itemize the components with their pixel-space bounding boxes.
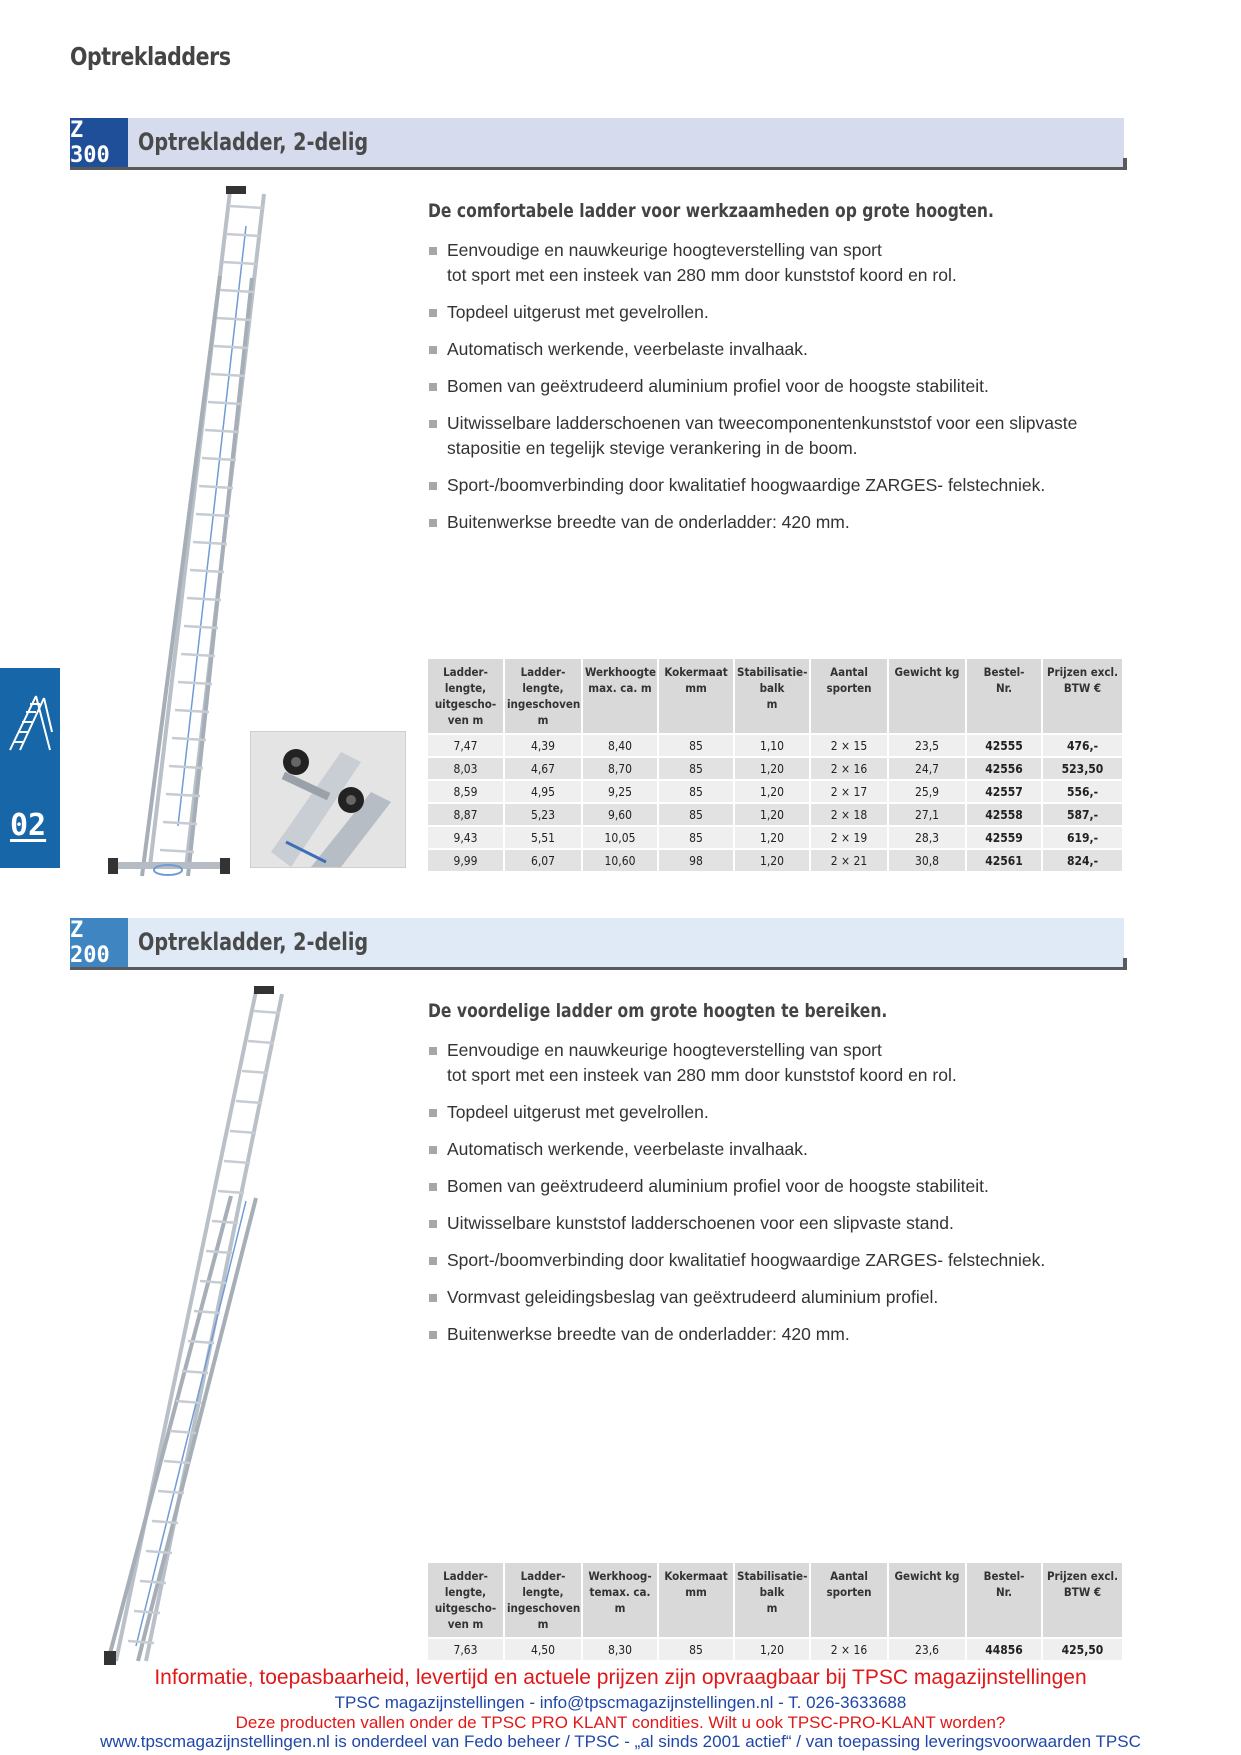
order-number: 42561 (966, 849, 1042, 871)
feature-list-z300 (428, 238, 1118, 547)
table-cell: 4,39 (504, 734, 582, 757)
table-cell: 2 × 19 (810, 826, 888, 849)
column-header: Gewicht kg (888, 1563, 966, 1638)
column-header: Ladder- lengte, ingeschoven m (504, 659, 582, 734)
section-header-z200 (70, 918, 1124, 970)
table-cell: 85 (658, 803, 734, 826)
column-header: Ladder- lengte, uitgescho- ven m (428, 1563, 504, 1638)
table-row (428, 757, 1123, 780)
table-cell: 5,23 (504, 803, 582, 826)
table-row (428, 826, 1123, 849)
feature-item: Uitwisselbare ladderschoenen van tweecomponentenkunststof voor een slipvaste stapositie en tegelijk stevige verankering in de boom. (428, 411, 1118, 461)
table-cell: 28,3 (888, 826, 966, 849)
column-header: Aantal sporten (810, 659, 888, 734)
feature-item: Automatisch werkende, veerbelaste invalhaak. (428, 1137, 1118, 1162)
table-cell: 30,8 (888, 849, 966, 871)
column-header: Bestel- Nr. (966, 1563, 1042, 1638)
table-cell: 9,99 (428, 849, 504, 871)
feature-item: Buitenwerkse breedte van de onderladder: 420 mm. (428, 510, 1118, 535)
table-cell: 1,20 (734, 803, 810, 826)
feature-item: Buitenwerkse breedte van de onderladder: 420 mm. (428, 1322, 1118, 1347)
spec-table-z300 (428, 659, 1124, 871)
table-cell: 85 (658, 734, 734, 757)
section-title-z300: Optrekladder, 2-delig (138, 128, 369, 156)
column-header: Aantal sporten (810, 1563, 888, 1638)
table-cell: 2 × 18 (810, 803, 888, 826)
table-cell: 1,20 (734, 1638, 810, 1660)
table-cell: 8,87 (428, 803, 504, 826)
order-number: 42557 (966, 780, 1042, 803)
price: 476,- (1042, 734, 1123, 757)
order-number: 44856 (966, 1638, 1042, 1660)
spec-table-z200 (428, 1563, 1124, 1660)
table-cell: 8,03 (428, 757, 504, 780)
table-cell: 9,25 (582, 780, 658, 803)
table-cell: 25,9 (888, 780, 966, 803)
price: 619,- (1042, 826, 1123, 849)
table-row (428, 849, 1123, 871)
table-cell: 5,51 (504, 826, 582, 849)
order-number: 42559 (966, 826, 1042, 849)
detail-photo-rollers (250, 731, 406, 868)
column-header: Kokermaat mm (658, 1563, 734, 1638)
table-cell: 2 × 17 (810, 780, 888, 803)
feature-item: Uitwisselbare kunststof ladderschoenen voor een slipvaste stand. (428, 1211, 1118, 1236)
price: 523,50 (1042, 757, 1123, 780)
feature-item: Bomen van geëxtrudeerd aluminium profiel voor de hoogste stabiliteit. (428, 374, 1118, 399)
feature-item: Eenvoudige en nauwkeurige hoogteverstelling van sport tot sport met een insteek van 280 mm door kunststof koord en rol. (428, 1038, 1118, 1088)
order-number: 42555 (966, 734, 1042, 757)
table-cell: 2 × 15 (810, 734, 888, 757)
table-cell: 10,05 (582, 826, 658, 849)
table-cell: 2 × 16 (810, 1638, 888, 1660)
table-row (428, 780, 1123, 803)
column-header: Kokermaat mm (658, 659, 734, 734)
column-header: Werkhoog- temax. ca. m (582, 1563, 658, 1638)
price: 824,- (1042, 849, 1123, 871)
chapter-number: 02 (10, 808, 47, 843)
feature-list-z200 (428, 1038, 1118, 1359)
chapter-tab (0, 668, 60, 868)
table-cell: 1,20 (734, 826, 810, 849)
column-header: Ladder- lengte, uitgescho- ven m (428, 659, 504, 734)
table-cell: 85 (658, 757, 734, 780)
price: 587,- (1042, 803, 1123, 826)
table-row (428, 803, 1123, 826)
table-cell: 24,7 (888, 757, 966, 780)
column-header: Ladder- lengte, ingeschoven m (504, 1563, 582, 1638)
page-heading: Optrekladders (70, 42, 231, 71)
section-header-z300 (70, 118, 1124, 170)
table-cell: 85 (658, 1638, 734, 1660)
table-cell: 8,70 (582, 757, 658, 780)
table-cell: 23,5 (888, 734, 966, 757)
feature-item: Sport-/boomverbinding door kwalitatief hoogwaardige ZARGES- felstechniek. (428, 1248, 1118, 1273)
table-cell: 1,10 (734, 734, 810, 757)
table-cell: 27,1 (888, 803, 966, 826)
intro-z200: De voordelige ladder om grote hoogten te bereiken. (428, 1000, 888, 1022)
table-cell: 7,63 (428, 1638, 504, 1660)
table-cell: 9,60 (582, 803, 658, 826)
section-title-z200: Optrekladder, 2-delig (138, 928, 369, 956)
footer-pro-klant: Deze producten vallen onder de TPSC PRO KLANT condities. Wilt u ook TPSC-PRO-KLANT worden? (235, 1713, 1006, 1732)
table-cell: 7,47 (428, 734, 504, 757)
table-cell: 98 (658, 849, 734, 871)
order-number: 42556 (966, 757, 1042, 780)
ladder-icon (6, 692, 54, 754)
column-header: Bestel- Nr. (966, 659, 1042, 734)
feature-item: Topdeel uitgerust met gevelrollen. (428, 300, 1118, 325)
order-number: 42558 (966, 803, 1042, 826)
price: 556,- (1042, 780, 1123, 803)
feature-item: Eenvoudige en nauwkeurige hoogteverstelling van sport tot sport met een insteek van 280 mm door kunststof koord en rol. (428, 238, 1118, 288)
footer-legal: www.tpscmagazijnstellingen.nl is onderdeel van Fedo beheer / TPSC - „al sinds 2001 actief“ / van toepassing leveringsvoorwaarden TPSC (100, 1732, 1141, 1751)
table-cell: 4,67 (504, 757, 582, 780)
price: 425,50 (1042, 1638, 1123, 1660)
table-cell: 1,20 (734, 780, 810, 803)
table-cell: 9,43 (428, 826, 504, 849)
table-cell: 6,07 (504, 849, 582, 871)
ladder-photo-z200 (96, 986, 286, 1666)
table-cell: 8,40 (582, 734, 658, 757)
column-header: Prijzen excl. BTW € (1042, 1563, 1123, 1638)
table-row (428, 734, 1123, 757)
column-header: Werkhoogte max. ca. m (582, 659, 658, 734)
table-cell: 85 (658, 826, 734, 849)
product-code-z300: Z 300 (70, 118, 128, 167)
table-row (428, 1638, 1123, 1660)
table-cell: 1,20 (734, 849, 810, 871)
table-cell: 23,6 (888, 1638, 966, 1660)
column-header: Gewicht kg (888, 659, 966, 734)
feature-item: Topdeel uitgerust met gevelrollen. (428, 1100, 1118, 1125)
table-cell: 8,59 (428, 780, 504, 803)
table-cell: 10,60 (582, 849, 658, 871)
table-cell: 85 (658, 780, 734, 803)
table-cell: 2 × 21 (810, 849, 888, 871)
feature-item: Vormvast geleidingsbeslag van geëxtrudeerd aluminium profiel. (428, 1285, 1118, 1310)
column-header: Stabilisatie- balk m (734, 659, 810, 734)
table-cell: 1,20 (734, 757, 810, 780)
feature-item: Automatisch werkende, veerbelaste invalhaak. (428, 337, 1118, 362)
footer-notice: Informatie, toepasbaarheid, levertijd en actuele prijzen zijn opvraagbaar bij TPSC magazijnstellingen (154, 1666, 1087, 1689)
feature-item: Sport-/boomverbinding door kwalitatief hoogwaardige ZARGES- felstechniek. (428, 473, 1118, 498)
product-code-z200: Z 200 (70, 918, 128, 967)
table-cell: 4,50 (504, 1638, 582, 1660)
column-header: Stabilisatie- balk m (734, 1563, 810, 1638)
table-cell: 8,30 (582, 1638, 658, 1660)
table-cell: 4,95 (504, 780, 582, 803)
table-cell: 2 × 16 (810, 757, 888, 780)
feature-item: Bomen van geëxtrudeerd aluminium profiel voor de hoogste stabiliteit. (428, 1174, 1118, 1199)
column-header: Prijzen excl. BTW € (1042, 659, 1123, 734)
intro-z300: De comfortabele ladder voor werkzaamheden op grote hoogten. (428, 200, 994, 222)
footer-contact: TPSC magazijnstellingen - info@tpscmagazijnstellingen.nl - T. 026-3633688 (334, 1693, 907, 1712)
